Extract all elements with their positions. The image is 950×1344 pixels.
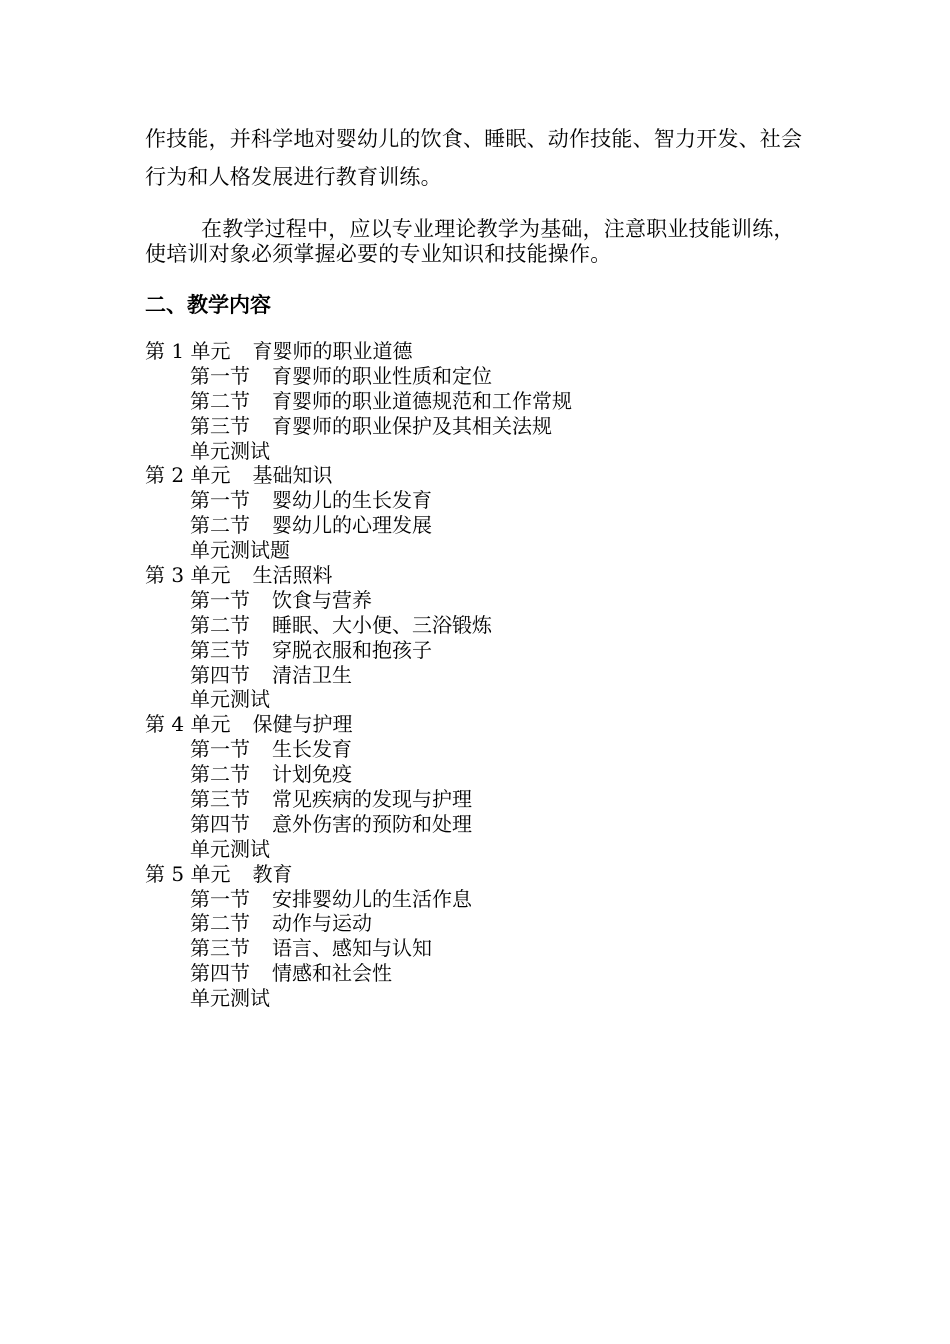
unit-title: 保健与护理 (252, 712, 353, 737)
unit-label: 第 4 单元 (145, 712, 231, 737)
unit-title: 基础知识 (252, 463, 333, 488)
section-label: 第四节 (190, 662, 250, 687)
section-item (145, 613, 572, 638)
unit-label: 第 5 单元 (145, 861, 231, 886)
section-title: 睡眠、大小便、三浴锻炼 (272, 612, 492, 637)
unit-heading (145, 712, 572, 737)
intro-paragraph-1 (145, 120, 815, 196)
intro-paragraph-2-line-1: 在教学过程中，应以专业理论教学为基础，注意职业技能训练， (201, 217, 795, 241)
section-title: 语言、感知与认知 (272, 936, 432, 961)
unit-heading (145, 339, 572, 364)
section-label: 第三节 (190, 787, 250, 812)
section-title: 饮食与营养 (272, 587, 372, 612)
section-title: 穿脱衣服和抱孩子 (272, 637, 432, 662)
section-item (145, 663, 572, 688)
unit-heading (145, 862, 572, 887)
unit-test-item: 单元测试题 (190, 538, 290, 563)
section-item (145, 812, 572, 837)
section-title: 意外伤害的预防和处理 (272, 811, 472, 836)
section-title: 计划免疫 (272, 762, 352, 787)
section-label: 第二节 (190, 388, 250, 413)
section-title: 清洁卫生 (272, 662, 352, 687)
section-label: 第四节 (190, 961, 250, 986)
section-title: 动作与运动 (272, 911, 372, 936)
section-label: 第一节 (190, 488, 250, 513)
section-item (145, 787, 572, 812)
section-label: 第一节 (190, 587, 250, 612)
intro-paragraph-1-line-1: 作技能，并科学地对婴幼儿的饮食、睡眠、动作技能、智力开发、社会 (145, 127, 803, 151)
unit-test-item: 单元测试 (190, 986, 270, 1011)
unit-label: 第 3 单元 (145, 563, 231, 588)
unit-heading (145, 563, 572, 588)
teaching-content-outline (145, 339, 572, 1011)
section-item (145, 911, 572, 936)
section-label: 第四节 (190, 811, 250, 836)
section-item (145, 936, 572, 961)
section-title: 常见疾病的发现与护理 (272, 787, 472, 812)
intro-paragraph-2-line-2: 使培训对象必须掌握必要的专业知识和技能操作。 (145, 242, 612, 266)
unit-heading (145, 463, 572, 488)
section-title: 婴幼儿的生长发育 (272, 488, 432, 513)
unit-test-item: 单元测试 (190, 438, 270, 463)
section-label: 第三节 (190, 637, 250, 662)
section-item (145, 961, 572, 986)
section-label: 第一节 (190, 737, 250, 762)
section-item (145, 887, 572, 912)
unit-title: 生活照料 (252, 563, 333, 588)
section-label: 第三节 (190, 936, 250, 961)
section-item (145, 638, 572, 663)
section-label: 第二节 (190, 513, 250, 538)
unit-label: 第 1 单元 (145, 339, 231, 363)
section-item (145, 762, 572, 787)
unit-test-item: 单元测试 (190, 836, 270, 861)
unit-title: 教育 (252, 861, 293, 886)
section-label: 第一节 (190, 363, 250, 388)
unit-test-item: 单元测试 (190, 687, 270, 712)
unit-label: 第 2 单元 (145, 463, 231, 488)
section-label: 第二节 (190, 762, 250, 787)
section-label: 第二节 (190, 911, 250, 936)
section-title: 安排婴幼儿的生活作息 (272, 886, 472, 911)
section-title: 育婴师的职业性质和定位 (272, 363, 492, 388)
section-item (145, 737, 572, 762)
unit-title: 育婴师的职业道德 (252, 339, 413, 363)
section-title: 婴幼儿的心理发展 (272, 513, 432, 538)
section-title: 育婴师的职业保护及其相关法规 (272, 413, 552, 438)
section-item (145, 588, 572, 613)
section-title: 生长发育 (272, 737, 352, 762)
section-heading: 二、教学内容 (145, 293, 271, 317)
intro-paragraph-1-line-2: 行为和人格发展进行教育训练。 (145, 165, 442, 189)
section-item (145, 364, 572, 389)
section-label: 第一节 (190, 886, 250, 911)
intro-paragraph-2 (145, 217, 815, 267)
section-label: 第二节 (190, 612, 250, 637)
section-title: 情感和社会性 (272, 961, 392, 986)
section-title: 育婴师的职业道德规范和工作常规 (272, 388, 572, 413)
section-item (145, 488, 572, 513)
section-item (145, 389, 572, 414)
section-label: 第三节 (190, 413, 250, 438)
section-item (145, 513, 572, 538)
section-item (145, 414, 572, 439)
